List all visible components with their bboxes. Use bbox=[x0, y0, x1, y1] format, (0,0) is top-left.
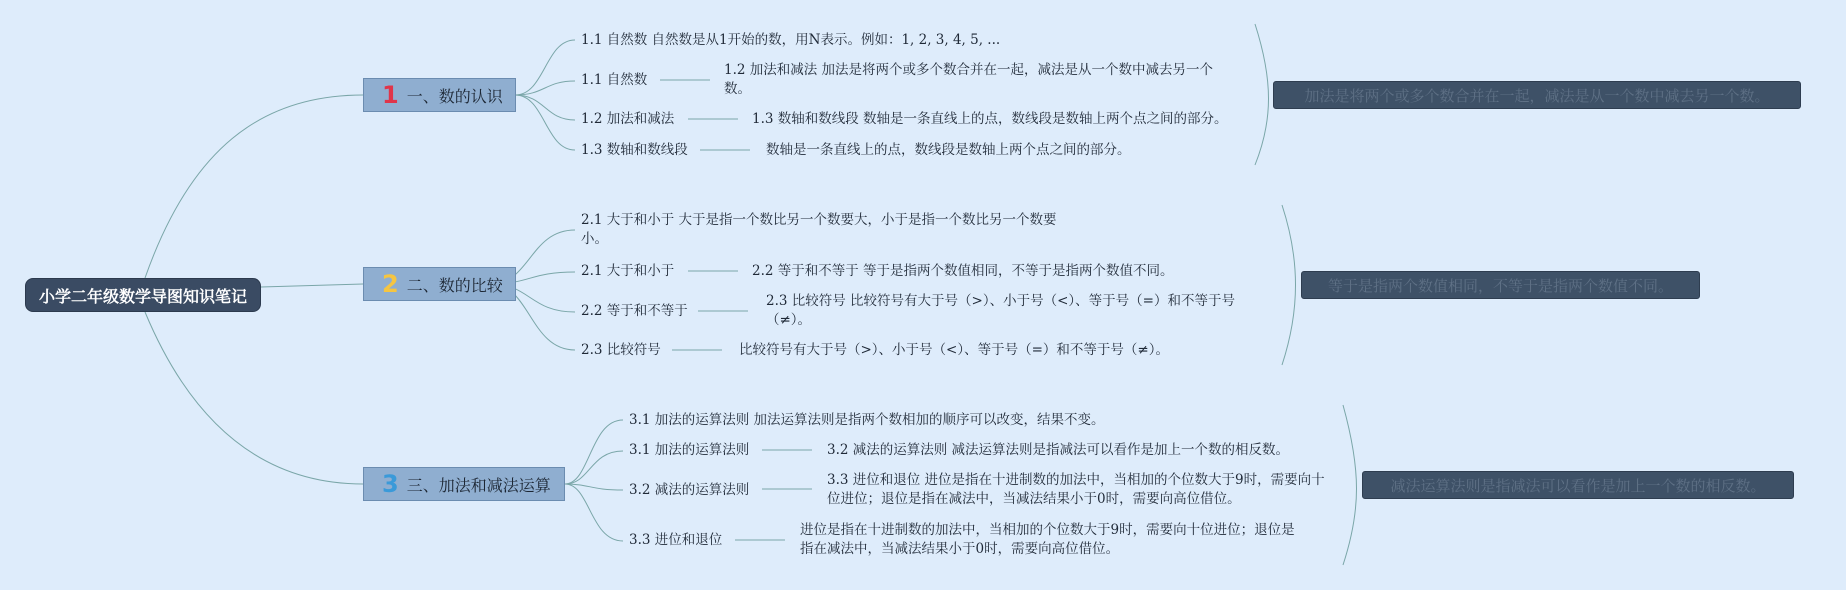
number-one-icon: 1 bbox=[382, 81, 399, 109]
section-node-3[interactable] bbox=[363, 467, 565, 501]
section-title: 一、数的认识 bbox=[406, 86, 503, 106]
section-node-1[interactable] bbox=[363, 78, 516, 112]
item-1-2-label: 1.2 加法和减法 bbox=[581, 111, 675, 127]
number-three-icon: 3 bbox=[382, 470, 399, 498]
item-1-1-label: 1.1 自然数 bbox=[581, 72, 648, 88]
section-title: 三、加法和减法运算 bbox=[406, 475, 551, 495]
section-title: 二、数的比较 bbox=[406, 275, 503, 295]
item-3-1-label: 3.1 加法的运算法则 bbox=[629, 442, 750, 458]
item-2-3-desc: 比较符号有大于号（>）、小于号（<）、等于号（=）和不等于号（≠）。 bbox=[739, 342, 1169, 358]
item-2-1-full: 2.1 大于和小于 大于是指一个数比另一个数要大，小于是指一个数比另一个数要小。 bbox=[581, 212, 1057, 247]
item-2-3-full: 2.3 比较符号 比较符号有大于号（>）、小于号（<）、等于号（=）和不等于号（≠）。 bbox=[766, 293, 1235, 328]
item-2-2-full: 2.2 等于和不等于 等于是指两个数值相同，不等于是指两个数值不同。 bbox=[752, 263, 1174, 279]
item-3-3-desc: 进位是指在十进制数的加法中，当相加的个位数大于9时，需要向十位进位；退位是指在减法中，当减法结果小于0时，需要向高位借位。 bbox=[800, 522, 1295, 557]
item-1-3-full: 1.3 数轴和数线段 数轴是一条直线上的点，数线段是数轴上两个点之间的部分。 bbox=[752, 111, 1228, 127]
item-2-3-label: 2.3 比较符号 bbox=[581, 342, 661, 358]
item-3-2-full: 3.2 减法的运算法则 减法运算法则是指减法可以看作是加上一个数的相反数。 bbox=[827, 442, 1290, 458]
item-1-3-label: 1.3 数轴和数线段 bbox=[581, 142, 688, 158]
item-2-1-label: 2.1 大于和小于 bbox=[581, 263, 675, 279]
item-1-2-full: 1.2 加法和减法 加法是将两个或多个数合并在一起，减法是从一个数中减去另一个数。 bbox=[724, 62, 1214, 97]
summary-box-2[interactable]: 等于是指两个数值相同，不等于是指两个数值不同。 bbox=[1301, 271, 1700, 299]
number-two-icon: 2 bbox=[382, 270, 399, 298]
item-3-3-label: 3.3 进位和退位 bbox=[629, 532, 723, 548]
item-3-1-full: 3.1 加法的运算法则 加法运算法则是指两个数相加的顺序可以改变，结果不变。 bbox=[629, 412, 1105, 428]
item-3-2-label: 3.2 减法的运算法则 bbox=[629, 482, 750, 498]
summary-box-1[interactable]: 加法是将两个或多个数合并在一起，减法是从一个数中减去另一个数。 bbox=[1273, 81, 1801, 109]
summary-box-3[interactable]: 减法运算法则是指减法可以看作是加上一个数的相反数。 bbox=[1362, 471, 1794, 499]
section-node-2[interactable] bbox=[363, 267, 516, 301]
item-3-3-full: 3.3 进位和退位 进位是指在十进制数的加法中，当相加的个位数大于9时，需要向十位进位；退位是指在减法中，当减法结果小于0时，需要向高位借位。 bbox=[827, 472, 1325, 507]
item-2-2-label: 2.2 等于和不等于 bbox=[581, 303, 688, 319]
item-1-1-full: 1.1 自然数 自然数是从1开始的数，用N表示。例如：1, 2, 3, 4, 5, ... bbox=[581, 32, 1001, 48]
root-node[interactable]: 小学二年级数学导图知识笔记 bbox=[25, 278, 261, 312]
item-1-3-desc: 数轴是一条直线上的点，数线段是数轴上两个点之间的部分。 bbox=[766, 142, 1131, 158]
